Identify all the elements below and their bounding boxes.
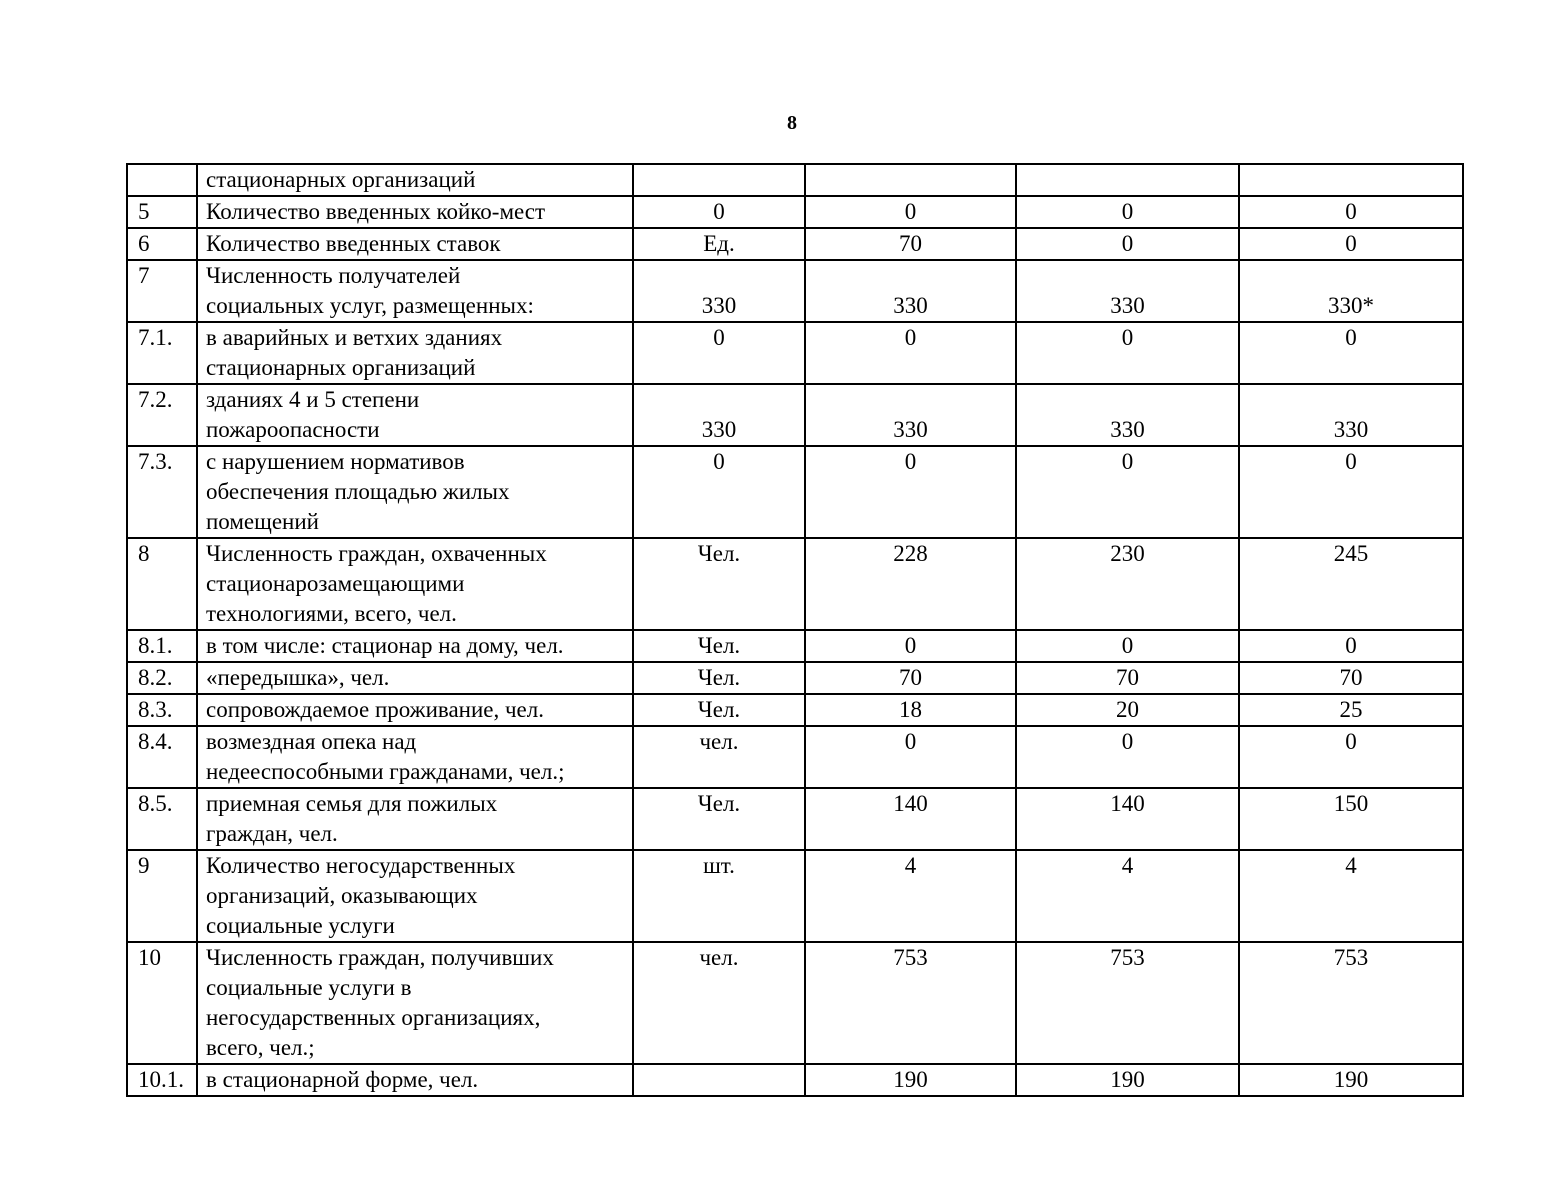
value-cell-1: 70 <box>805 228 1016 260</box>
value-cell-1: 330 <box>805 260 1016 322</box>
unit-cell: чел. <box>633 942 805 1064</box>
indicator-name-cell <box>197 1064 633 1096</box>
row-number-cell: 6 <box>127 228 197 260</box>
indicator-name-cell <box>197 662 633 694</box>
value-cell-3: 4 <box>1239 850 1463 942</box>
value-cell-1: 190 <box>805 1064 1016 1096</box>
value-cell-3: 70 <box>1239 662 1463 694</box>
value-cell-3: 0 <box>1239 322 1463 384</box>
indicator-name-line: Количество негосударственных <box>206 853 516 878</box>
indicator-name-cell <box>197 630 633 662</box>
value-cell-2: 0 <box>1016 630 1239 662</box>
value-cell-1: 70 <box>805 662 1016 694</box>
indicator-name-line: стационарных организаций <box>206 167 476 192</box>
value-cell-3: 753 <box>1239 942 1463 1064</box>
unit-cell: 330 <box>633 260 805 322</box>
indicator-name-cell <box>197 694 633 726</box>
unit-cell: Чел. <box>633 662 805 694</box>
table-row <box>127 788 1463 850</box>
table-row <box>127 726 1463 788</box>
indicator-name-cell <box>197 788 633 850</box>
indicator-name-cell <box>197 196 633 228</box>
indicator-name-line: зданиях 4 и 5 степени <box>206 387 420 412</box>
table-row <box>127 228 1463 260</box>
unit-cell: 0 <box>633 446 805 538</box>
value-cell-2: 0 <box>1016 446 1239 538</box>
indicator-name-cell <box>197 228 633 260</box>
indicator-name-cell <box>197 384 633 446</box>
indicator-name-cell <box>197 726 633 788</box>
indicator-name-line: технологиями, всего, чел. <box>206 601 457 626</box>
row-number-cell: 7.1. <box>127 322 197 384</box>
value-cell-3: 245 <box>1239 538 1463 630</box>
unit-cell: 0 <box>633 196 805 228</box>
value-cell-1: 4 <box>805 850 1016 942</box>
indicator-name-line: обеспечения площадью жилых <box>206 479 510 504</box>
value-cell-2: 230 <box>1016 538 1239 630</box>
indicator-name-line: в стационарной форме, чел. <box>206 1067 479 1092</box>
row-number-cell: 8.2. <box>127 662 197 694</box>
indicator-name-line: социальных услуг, размещенных: <box>206 293 534 318</box>
indicator-name-cell <box>197 446 633 538</box>
unit-cell: 330 <box>633 384 805 446</box>
value-cell-3 <box>1239 164 1463 196</box>
value-cell-3: 0 <box>1239 630 1463 662</box>
indicator-name-line: негосударственных организациях, <box>206 1005 541 1030</box>
table-row <box>127 850 1463 942</box>
indicator-name-line: Численность граждан, получивших <box>206 945 554 970</box>
indicator-name-cell <box>197 164 633 196</box>
value-cell-1: 330 <box>805 384 1016 446</box>
value-cell-3: 0 <box>1239 446 1463 538</box>
indicator-name-line: стационарных организаций <box>206 355 476 380</box>
row-number-cell: 7.2. <box>127 384 197 446</box>
value-cell-3: 330 <box>1239 384 1463 446</box>
table-row <box>127 446 1463 538</box>
indicator-name-line: в том числе: стационар на дому, чел. <box>206 633 564 658</box>
indicator-name-line: стационарозамещающими <box>206 571 465 596</box>
unit-cell: Чел. <box>633 538 805 630</box>
unit-cell: Чел. <box>633 694 805 726</box>
unit-cell <box>633 164 805 196</box>
value-cell-2: 330 <box>1016 260 1239 322</box>
indicators-table <box>126 163 1464 1097</box>
value-cell-1: 0 <box>805 630 1016 662</box>
value-cell-2: 190 <box>1016 1064 1239 1096</box>
indicator-name-line: Количество введенных койко-мест <box>206 199 546 224</box>
table-row <box>127 260 1463 322</box>
table-row <box>127 322 1463 384</box>
value-cell-2: 4 <box>1016 850 1239 942</box>
value-cell-3: 25 <box>1239 694 1463 726</box>
row-number-cell: 8.3. <box>127 694 197 726</box>
value-cell-1: 0 <box>805 196 1016 228</box>
indicator-name-line: недееспособными гражданами, чел.; <box>206 759 565 784</box>
value-cell-2: 753 <box>1016 942 1239 1064</box>
value-cell-1: 753 <box>805 942 1016 1064</box>
row-number-cell: 7 <box>127 260 197 322</box>
table-row <box>127 164 1463 196</box>
value-cell-1: 0 <box>805 446 1016 538</box>
value-cell-3: 150 <box>1239 788 1463 850</box>
indicator-name-line: Численность граждан, охваченных <box>206 541 547 566</box>
unit-cell <box>633 1064 805 1096</box>
unit-cell: Чел. <box>633 630 805 662</box>
indicator-name-line: «передышка», чел. <box>206 665 390 690</box>
unit-cell: чел. <box>633 726 805 788</box>
table-body <box>127 164 1463 1096</box>
table-row <box>127 662 1463 694</box>
indicator-name-cell <box>197 538 633 630</box>
row-number-cell: 8 <box>127 538 197 630</box>
indicator-name-line: пожароопасности <box>206 417 380 442</box>
indicator-name-line: социальные услуги в <box>206 975 412 1000</box>
indicator-name-line: граждан, чел. <box>206 821 338 846</box>
table-row <box>127 384 1463 446</box>
value-cell-1: 18 <box>805 694 1016 726</box>
value-cell-2: 330 <box>1016 384 1239 446</box>
value-cell-1: 140 <box>805 788 1016 850</box>
value-cell-1: 228 <box>805 538 1016 630</box>
indicator-name-line: с нарушением нормативов <box>206 449 465 474</box>
row-number-cell: 8.1. <box>127 630 197 662</box>
unit-cell: 0 <box>633 322 805 384</box>
value-cell-3: 0 <box>1239 196 1463 228</box>
table-row <box>127 942 1463 1064</box>
indicator-name-line: социальные услуги <box>206 913 395 938</box>
indicator-name-cell <box>197 260 633 322</box>
indicator-name-line: организаций, оказывающих <box>206 883 478 908</box>
row-number-cell: 10.1. <box>127 1064 197 1096</box>
unit-cell: Ед. <box>633 228 805 260</box>
table-row <box>127 538 1463 630</box>
indicator-name-line: Численность получателей <box>206 263 461 288</box>
row-number-cell: 10 <box>127 942 197 1064</box>
value-cell-1: 0 <box>805 322 1016 384</box>
indicator-name-line: сопровождаемое проживание, чел. <box>206 697 544 722</box>
value-cell-2: 70 <box>1016 662 1239 694</box>
value-cell-2: 0 <box>1016 322 1239 384</box>
indicator-name-cell <box>197 322 633 384</box>
value-cell-2: 20 <box>1016 694 1239 726</box>
indicator-name-line: возмездная опека над <box>206 729 417 754</box>
value-cell-1: 0 <box>805 726 1016 788</box>
page-number: 8 <box>787 112 797 134</box>
indicator-name-line: в аварийных и ветхих зданиях <box>206 325 503 350</box>
indicator-name-cell <box>197 942 633 1064</box>
row-number-cell: 7.3. <box>127 446 197 538</box>
value-cell-3: 0 <box>1239 726 1463 788</box>
value-cell-3: 330* <box>1239 260 1463 322</box>
row-number-cell: 9 <box>127 850 197 942</box>
value-cell-2 <box>1016 164 1239 196</box>
unit-cell: шт. <box>633 850 805 942</box>
value-cell-3: 190 <box>1239 1064 1463 1096</box>
table-row <box>127 1064 1463 1096</box>
indicator-name-line: помещений <box>206 509 319 534</box>
table-row <box>127 196 1463 228</box>
table-row <box>127 630 1463 662</box>
value-cell-2: 0 <box>1016 196 1239 228</box>
indicator-name-line: Количество введенных ставок <box>206 231 501 256</box>
indicator-name-line: всего, чел.; <box>206 1035 315 1060</box>
indicator-name-cell <box>197 850 633 942</box>
value-cell-3: 0 <box>1239 228 1463 260</box>
table-row <box>127 694 1463 726</box>
value-cell-2: 140 <box>1016 788 1239 850</box>
value-cell-2: 0 <box>1016 228 1239 260</box>
value-cell-2: 0 <box>1016 726 1239 788</box>
row-number-cell: 8.4. <box>127 726 197 788</box>
row-number-cell: 8.5. <box>127 788 197 850</box>
unit-cell: Чел. <box>633 788 805 850</box>
row-number-cell: 5 <box>127 196 197 228</box>
row-number-cell <box>127 164 197 196</box>
value-cell-1 <box>805 164 1016 196</box>
indicator-name-line: приемная семья для пожилых <box>206 791 498 816</box>
